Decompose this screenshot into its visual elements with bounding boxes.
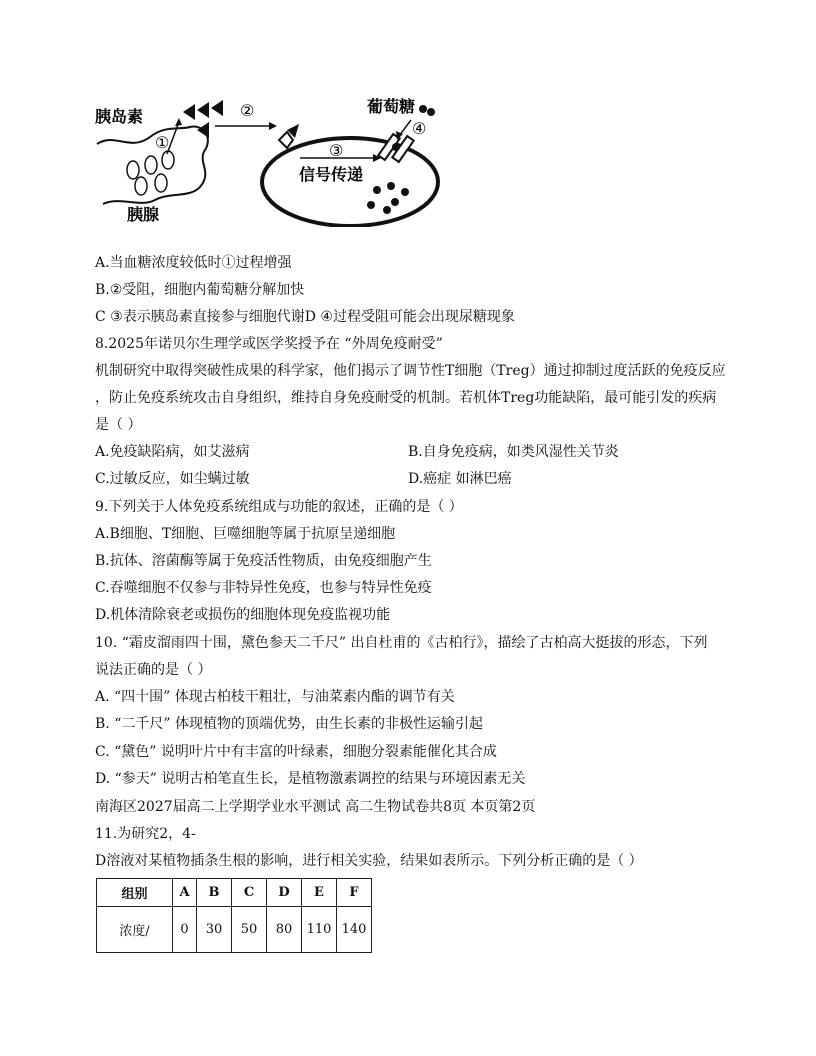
q10-option-d: D. “参天” 说明古柏笔直生长，是植物激素调控的结果与环境因素无关	[95, 771, 526, 787]
q9-option-a: A.B细胞、T细胞、巨噬细胞等属于抗原呈递细胞	[95, 526, 396, 542]
table-header-cell: 组别	[97, 879, 173, 907]
pancreas-outline	[97, 127, 208, 204]
q8-stem-2: 机制研究中取得突破性成果的科学家，他们揭示了调节性T细胞（Treg）通过抑制过度活跃的免疫反应	[95, 363, 726, 379]
q10-option-b: B. “二千尺” 体现植物的顶端优势，由生长素的非极性运输引起	[95, 716, 483, 732]
table-cell: 110	[302, 907, 337, 953]
glucose-molecule	[391, 198, 399, 206]
table-cell: 50	[232, 907, 267, 953]
q7-option-a: A.当血糖浓度较低时①过程增强	[95, 255, 292, 271]
pancreas-cell	[127, 161, 139, 179]
q11-stem-2: D溶液对某植物插条生根的影响，进行相关实验，结果如表所示。下列分析正确的是（ ）	[95, 853, 643, 869]
table-header-row	[97, 879, 372, 907]
q10-stem-2: 说法正确的是（ ）	[95, 662, 212, 678]
table-cell: 0	[173, 907, 197, 953]
q10-option-a: A. “四十围” 体现古柏枝干粗壮，与油菜素内酯的调节有关	[95, 689, 455, 705]
insulin-molecule	[197, 102, 209, 118]
step4-label: ④	[412, 119, 427, 138]
glucose-molecule	[419, 105, 427, 113]
table-header-cell: F	[337, 879, 372, 907]
step2-label: ②	[240, 101, 255, 120]
q8-stem-1: 8.2025年诺贝尔生理学或医学奖授予在 “外周免疫耐受”	[95, 336, 443, 352]
q8-option-c: C.过敏反应，如尘螨过敏	[95, 471, 250, 487]
table-row	[97, 907, 372, 953]
table-cell: 80	[267, 907, 302, 953]
glucose-molecule	[401, 188, 409, 196]
insulin-molecule	[183, 104, 195, 120]
pancreas-label: 胰腺	[127, 205, 160, 224]
glucose-molecule	[387, 182, 395, 190]
table-header-cell: B	[197, 879, 232, 907]
q7-option-b: B.②受阻，细胞内葡萄糖分解加快	[95, 282, 305, 298]
q9-option-c: C.吞噬细胞不仅参与非特异性免疫，也参与特异性免疫	[95, 580, 432, 596]
concentration-table	[96, 878, 372, 953]
q11-stem-1: 11.为研究2，4-	[95, 826, 196, 842]
table-header-cell: A	[173, 879, 197, 907]
insulin-molecule	[211, 100, 223, 116]
insulin-receptor	[279, 132, 293, 148]
insulin-molecule	[197, 122, 209, 138]
pancreas-cell	[162, 151, 174, 169]
q8-option-b: B.自身免疫病，如类风湿性关节炎	[408, 444, 619, 460]
glucose-molecule	[392, 143, 400, 151]
q8-stem-3: ，防止免疫系统攻击自身组织，维持自身免疫耐受的机制。若机体Treg功能缺陷，最可能引发的疾病	[95, 390, 717, 406]
q8-stem-4: 是（ ）	[95, 417, 142, 433]
arrow-head	[269, 122, 277, 130]
arrow-head	[175, 118, 182, 126]
pancreas-cell	[145, 156, 157, 174]
glucose-molecule	[427, 108, 435, 116]
step1-label: ①	[155, 133, 170, 152]
q9-option-d: D.机体清除衰老或损伤的细胞体现免疫监视功能	[95, 607, 391, 623]
table-cell: 浓度/	[97, 907, 173, 953]
q7-option-cd: C ③表示胰岛素直接参与细胞代谢D ④过程受阻可能会出现尿糖现象	[95, 309, 515, 325]
q10-option-c: C. “黛色” 说明叶片中有丰富的叶绿素，细胞分裂素能催化其合成	[95, 744, 497, 760]
q8-option-d: D.癌症 如淋巴癌	[408, 471, 512, 487]
pancreas-cell	[135, 177, 147, 195]
q9-stem: 9.下列关于人体免疫系统组成与功能的叙述，正确的是（ ）	[95, 499, 463, 515]
table-header-cell: C	[232, 879, 267, 907]
table-header-cell: D	[267, 879, 302, 907]
table-header-cell: E	[302, 879, 337, 907]
q9-option-b: B.抗体、溶菌酶等属于免疫活性物质，由免疫细胞产生	[95, 553, 432, 569]
signal-label: 信号传递	[299, 165, 364, 184]
glucose-molecule	[373, 186, 381, 194]
q10-stem-1: 10. “霜皮溜雨四十围，黛色参天二千尺” 出自杜甫的《古柏行》，描绘了古柏高大挺拔的形态，下列	[95, 635, 708, 651]
step3-label: ③	[329, 141, 344, 160]
pancreas-cell	[155, 174, 167, 192]
glucose-molecule	[367, 201, 375, 209]
glucose-label: 葡萄糖	[367, 97, 416, 116]
page-footer: 南海区2027届高二上学期学业水平测试 高二生物试卷共8页 本页第2页	[95, 799, 536, 815]
insulin-signaling-diagram	[95, 92, 455, 227]
q8-option-a: A.免疫缺陷病，如艾滋病	[95, 444, 250, 460]
insulin-label: 胰岛素	[95, 107, 144, 126]
glucose-molecule	[383, 206, 391, 214]
table-cell: 140	[337, 907, 372, 953]
table-cell: 30	[197, 907, 232, 953]
